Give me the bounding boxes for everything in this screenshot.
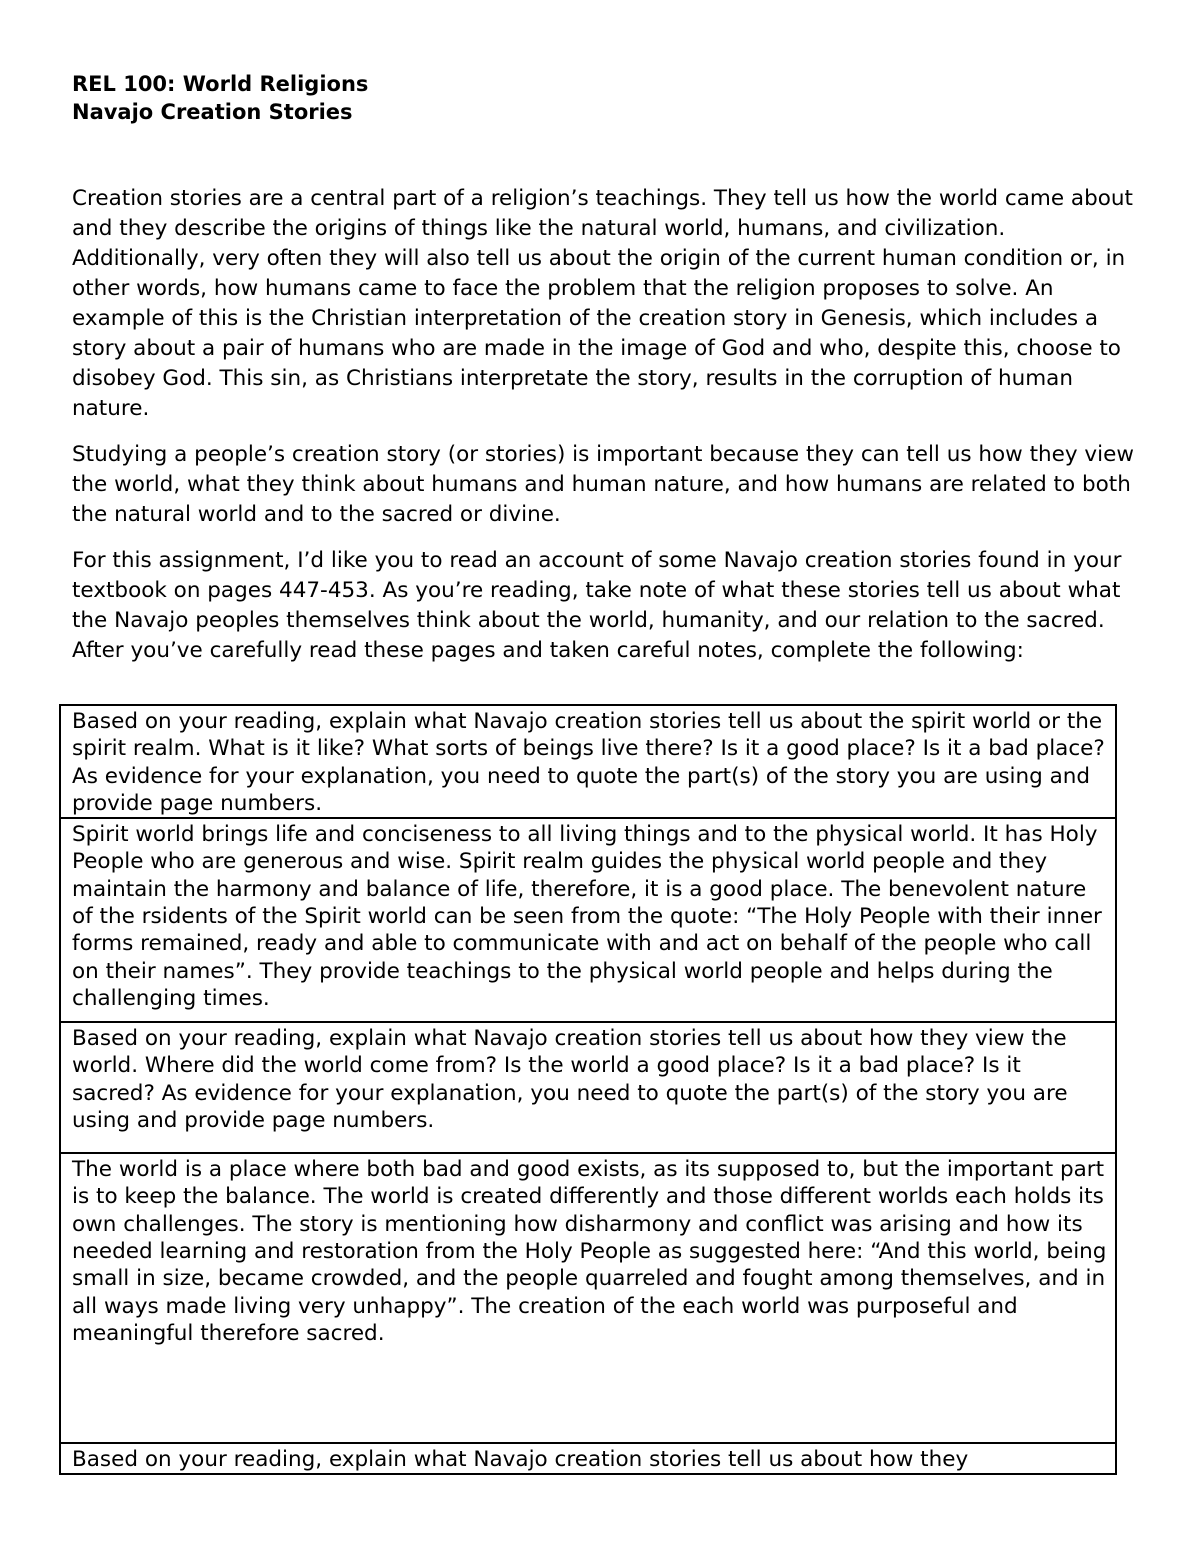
question-spirit-world: Based on your reading, explain what Navajo creation stories tell us about the spirit world or the spirit realm. What is it like? What sorts of beings live there? Is it a good place? Is it a bad place? As evidence for your explanation, you need to quote the part(s) of the story you are using and provide page numbers.	[60, 705, 1116, 818]
table-row	[60, 1443, 1116, 1474]
table-row	[60, 1153, 1116, 1443]
question-world-view: Based on your reading, explain what Navajo creation stories tell us about how they view the world. Where did the world come from? Is the world a good place? Is it a bad place? Is it sacred? As evidence for your explanation, you need to quote the part(s) of the story you are using and provide page numbers.	[60, 1022, 1116, 1153]
document-header	[72, 70, 368, 126]
table-row	[60, 705, 1116, 818]
intro-paragraph-assignment: For this assignment, I’d like you to read an account of some Navajo creation stories found in your textbook on pages 447-453. As you’re reading, take note of what these stories tell us about what the Navajo peoples themselves think about the world, humanity, and our relation to the sacred. After you’ve carefully read these pages and taken careful notes, complete the following:	[72, 548, 1122, 663]
table-row	[60, 1022, 1116, 1153]
table-row	[60, 818, 1116, 1022]
assignment-title: Navajo Creation Stories	[72, 100, 353, 124]
answer-world-view[interactable]: The world is a place where both bad and good exists, as its supposed to, but the important part is to keep the balance. The world is created differently and those different worlds each holds its own challenges. The story is mentioning how disharmony and conflict was arising and how its needed learning and restoration from the Holy People as suggested here: “And this world, being small in size, became crowded, and the people quarreled and fought among themselves, and in all ways made living very unhappy”. The creation of the each world was purposeful and meaningful therefore sacred.	[60, 1153, 1116, 1443]
intro-paragraph-studying: Studying a people’s creation story (or stories) is important because they can tell us how they view the world, what they think about humans and human nature, and how humans are related to both the natural world and to the sacred or divine.	[72, 442, 1134, 527]
course-title: REL 100: World Religions	[72, 72, 369, 96]
intro-paragraph-creation: Creation stories are a central part of a religion’s teachings. They tell us how the world came about and they describe the origins of things like the natural world, humans, and civilization. Additionally, very often they will also tell us about the origin of the current human condition or, in other words, how humans came to face the problem that the religion proposes to solve. An example of this is the Christian interpretation of the creation story in Genesis, which includes a story about a pair of humans who are made in the image of God and who, despite this, choose to disobey God. This sin, as Christians interpretate the story, results in the corruption of human nature.	[72, 186, 1133, 421]
question-partial: Based on your reading, explain what Navajo creation stories tell us about how they	[60, 1443, 1116, 1474]
intro-section	[72, 184, 1142, 682]
question-answer-table	[59, 704, 1117, 1475]
answer-spirit-world[interactable]: Spirit world brings life and conciseness to all living things and to the physical world. It has Holy People who are generous and wise. Spirit realm guides the physical world people and they maintain the harmony and balance of life, therefore, it is a good place. The benevolent nature of the rsidents of the Spirit world can be seen from the quote: “The Holy People with their inner forms remained, ready and able to communicate with and act on behalf of the people who call on their names”. They provide teachings to the physical world people and helps during the challenging times.	[60, 818, 1116, 1022]
